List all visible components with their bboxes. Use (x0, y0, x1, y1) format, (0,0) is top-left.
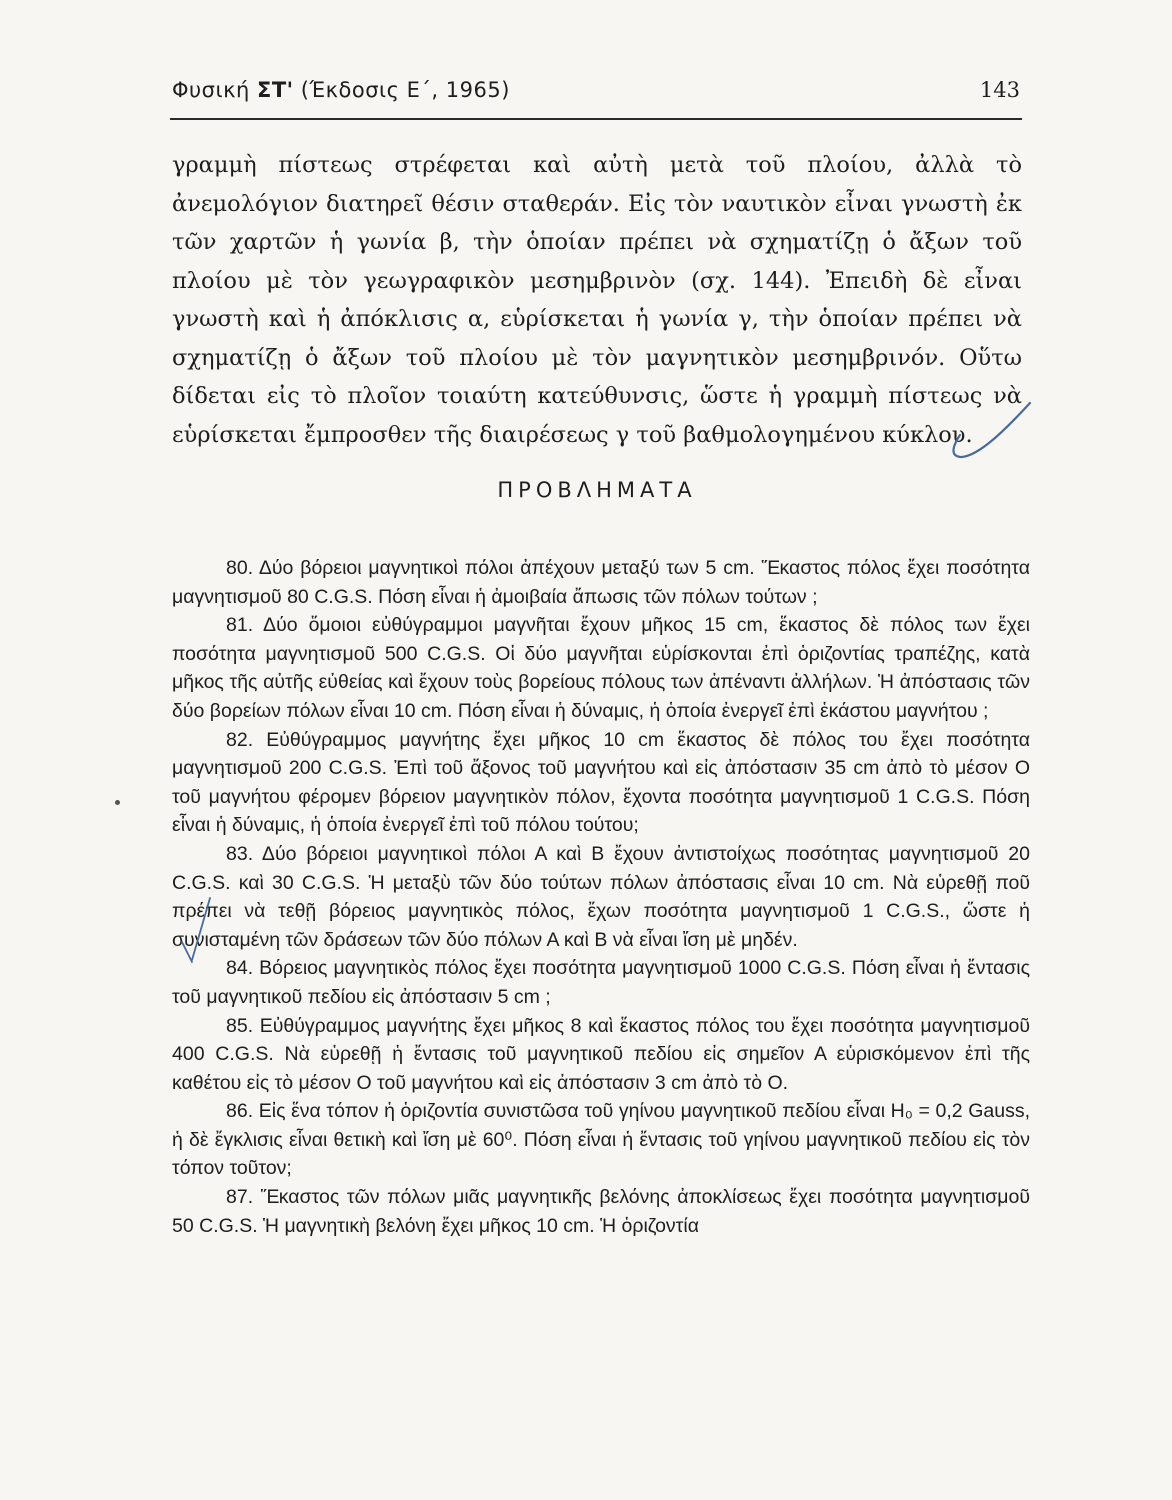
page-header (172, 78, 1020, 102)
margin-dot-mark (115, 800, 120, 805)
section-title: ΠΡΟΒΛΗΜΑΤΑ (497, 478, 697, 502)
problem-87: 87. Ἕκαστος τῶν πόλων μιᾶς μαγνητικῆς βελόνης ἀποκλίσεως ἔχει ποσότητα μαγνητισμοῦ 50 C.G.S. Ἡ μαγνητικὴ βελόνη ἔχει μῆκος 10 cm. Ἡ ὁριζοντία (172, 1186, 1030, 1237)
problem-84: 84. Βόρειος μαγνητικὸς πόλος ἔχει ποσότητα μαγνητισμοῦ 1000 C.G.S. Πόση εἶναι ἡ ἔντασις τοῦ μαγνητικοῦ πεδίου εἰς ἀπόστασιν 5 cm ; (172, 957, 1030, 1008)
intro-paragraph: γραμμὴ πίστεως στρέφεται καὶ αὐτὴ μετὰ τοῦ πλοίου, ἀλλὰ τὸ ἀνεμολόγιον διατηρεῖ θέσιν σταθεράν. Εἰς τὸν ναυτικὸν εἶναι γνωστὴ ἐκ τῶν χαρτῶν ἡ γωνία β, τὴν ὁποίαν πρέπει νὰ σχηματίζῃ ὁ ἄξων τοῦ πλοίου μὲ τὸν γεωγραφικὸν μεσημβρινὸν (σχ. 144). Ἐπειδὴ δὲ εἶναι γνωστὴ καὶ ἡ ἀπόκλισις α, εὑρίσκεται ἡ γωνία γ, τὴν ὁποίαν πρέπει νὰ σχηματίζῃ ὁ ἄξων τοῦ πλοίου μὲ τὸν μαγνητικὸν μεσημβρινόν. Οὕτω δίδεται εἰς τὸ πλοῖον τοιαύτη κατεύθυνσις, ὥστε ἡ γραμμὴ πίστεως νὰ εὑρίσκεται ἔμπροσθεν τῆς διαιρέσεως γ τοῦ βαθμολογημένου κύκλου. (172, 152, 1022, 448)
grade-label: ΣΤ' (256, 78, 294, 102)
edition-label: (Έκδοσις Ε΄, 1965) (300, 78, 510, 102)
problem-80: 80. Δύο βόρειοι μαγνητικοὶ πόλοι ἀπέχουν μεταξύ των 5 cm. Ἕκαστος πόλος ἔχει ποσότητα μαγνητισμοῦ 80 C.G.S. Πόση εἶναι ἡ ἀμοιβαία ἄπωσις τῶν πόλων τούτων ; (172, 557, 1030, 608)
problem-82: 82. Εὐθύγραμμος μαγνήτης ἔχει μῆκος 10 cm ἕκαστος δὲ πόλος του ἔχει ποσότητα μαγνητισμοῦ 200 C.G.S. Ἐπὶ τοῦ ἄξονος τοῦ μαγνήτου καὶ εἰς ἀπόστασιν 35 cm ἀπὸ τὸ μέσον Ο τοῦ μαγνήτου φέρομεν βόρειον μαγνητικὸν πόλον, ἔχοντα ποσότητα μαγνητισμοῦ 1 C.G.S. Πόση εἶναι ἡ δύναμις, ἡ ὁποία ἐνεργεῖ ἐπὶ τοῦ πόλου τούτου; (172, 728, 1030, 837)
page-number: 143 (979, 78, 1020, 102)
book-title: Φυσική (172, 78, 250, 102)
problem-81: 81. Δύο ὅμοιοι εὐθύγραμμοι μαγνῆται ἔχουν μῆκος 15 cm, ἕκαστος δὲ πόλος των ἔχει ποσότητα μαγνητισμοῦ 500 C.G.S. Οἱ δύο μαγνῆται εὑρίσκονται ἐπὶ ὁριζοντίας τραπέζης, κατὰ μῆκος τῆς αὐτῆς εὐθείας καὶ ἔχουν τοὺς βορείους πόλους των ἀπέναντι ἀλλήλων. Ἡ ἀπόστασις τῶν δύο βορείων πόλων εἶναι 10 cm. Πόση εἶναι ἡ δύναμις, ἡ ὁποία ἐνεργεῖ ἐπὶ ἑκάστου μαγνήτου ; (172, 614, 1030, 722)
running-title (172, 78, 510, 102)
problems-list (172, 554, 1030, 1240)
problem-86: 86. Εἰς ἕνα τόπον ἡ ὁριζοντία συνιστῶσα τοῦ γηίνου μαγνητικοῦ πεδίου εἶναι H₀ = 0,2 Gauss, ἡ δὲ ἔγκλισις εἶναι θετικὴ καὶ ἴση μὲ 60⁰. Πόση εἶναι ἡ ἔντασις τοῦ γηίνου μαγνητικοῦ πεδίου εἰς τὸν τόπον τοῦτον; (172, 1100, 1030, 1180)
header-rule (170, 118, 1022, 120)
problem-83: 83. Δύο βόρειοι μαγνητικοὶ πόλοι Α καὶ Β ἔχουν ἀντιστοίχως ποσότητας μαγνητισμοῦ 20 C.G.S. καὶ 30 C.G.S. Ἡ μεταξὺ τῶν δύο τούτων πόλων ἀπόστασις εἶναι 10 cm. Νὰ εὑρεθῇ ποῦ πρέπει νὰ τεθῇ βόρειος μαγνητικὸς πόλος, ἔχων ποσότητα μαγνητισμοῦ 1 C.G.S., ὥστε ἡ συνισταμένη τῶν δράσεων τῶν δύο πόλων Α καὶ Β νὰ εἶναι ἴση μὲ μηδέν. (172, 842, 1030, 951)
handwritten-slash-mark-icon (178, 890, 218, 975)
handwritten-check-mark-icon (940, 395, 1035, 470)
problem-85: 85. Εὐθύγραμμος μαγνήτης ἔχει μῆκος 8 καὶ ἕκαστος πόλος του ἔχει ποσότητα μαγνητισμοῦ 400 C.G.S. Νὰ εὑρεθῇ ἡ ἔντασις τοῦ μαγνητικοῦ πεδίου εἰς σημεῖον Α εὑρισκόμενον ἐπὶ τῆς καθέτου εἰς τὸ μέσον Ο τοῦ μαγνήτου καὶ εἰς ἀπόστασιν 3 cm ἀπὸ τὸ Ο. (172, 1014, 1030, 1094)
